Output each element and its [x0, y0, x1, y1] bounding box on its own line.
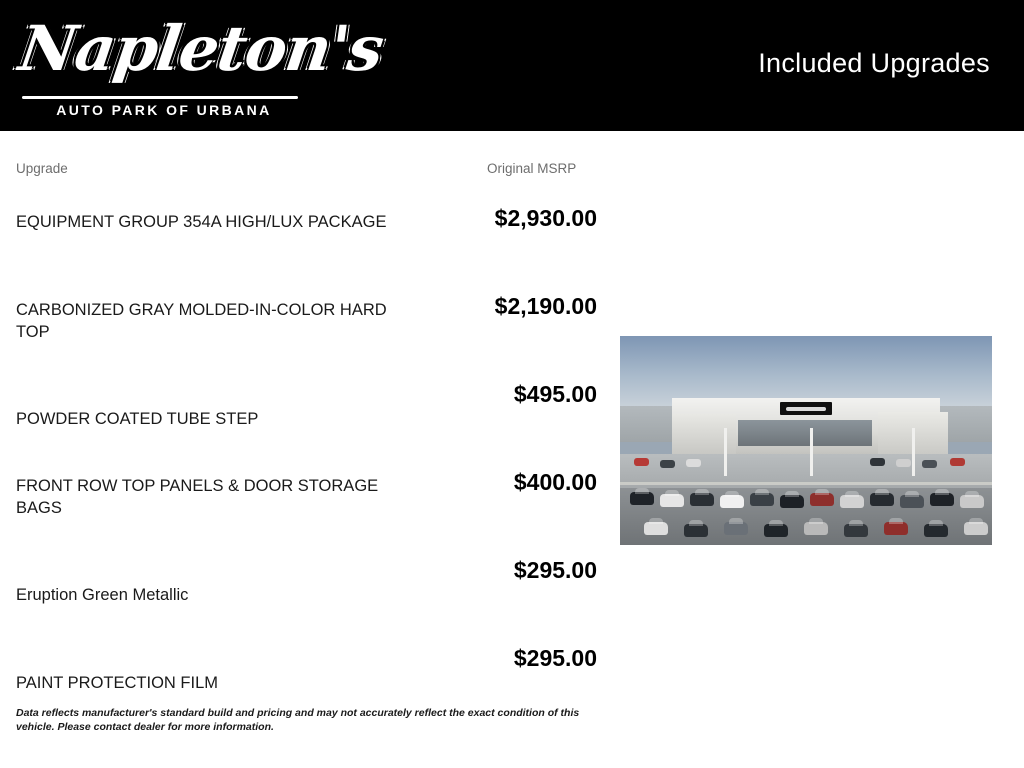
upgrade-price: $2,190.00	[494, 293, 597, 319]
photo-car	[840, 495, 864, 508]
photo-car	[870, 458, 885, 466]
table-row	[0, 543, 620, 631]
photo-car	[804, 522, 828, 535]
page-header	[0, 0, 1024, 131]
upgrade-label: FRONT ROW TOP PANELS & DOOR STORAGE BAGS	[16, 477, 379, 517]
photo-car	[686, 459, 701, 467]
photo-car	[964, 522, 988, 535]
upgrade-label: POWDER COATED TUBE STEP	[16, 410, 259, 428]
upgrades-table	[0, 131, 620, 768]
upgrades-rows	[0, 191, 620, 719]
upgrade-price: $295.00	[513, 645, 597, 671]
disclaimer-text: Data reflects manufacturer's standard build and pricing and may not accurately reflect the exact condition of this vehicle. Please contact dealer for more information.	[16, 707, 580, 733]
page-title: Included Upgrades	[758, 48, 990, 78]
photo-building-glass	[738, 420, 872, 446]
upgrade-price: $495.00	[513, 381, 597, 407]
column-header-upgrade: Upgrade	[16, 161, 68, 176]
table-row	[0, 367, 620, 455]
photo-car	[644, 522, 668, 535]
table-row	[0, 191, 620, 279]
photo-light-pole	[912, 428, 915, 476]
photo-car	[634, 458, 649, 466]
dealer-logo-underline	[22, 96, 298, 99]
upgrade-label: PAINT PROTECTION FILM	[16, 674, 218, 692]
photo-car	[810, 493, 834, 506]
photo-car	[950, 458, 965, 466]
photo-car	[750, 493, 774, 506]
upgrade-price: $400.00	[513, 469, 597, 495]
photo-light-pole	[810, 428, 813, 476]
photo-car	[780, 495, 804, 508]
photo-car	[684, 524, 708, 537]
photo-building-sign	[780, 402, 832, 415]
table-row	[0, 279, 620, 367]
dealer-logo	[14, 10, 388, 122]
dealership-photo	[620, 336, 992, 545]
photo-car	[724, 522, 748, 535]
photo-car	[720, 495, 744, 508]
photo-car	[660, 494, 684, 507]
column-header-msrp: Original MSRP	[487, 161, 577, 176]
photo-lot-lane	[620, 482, 992, 485]
table-row	[0, 455, 620, 543]
upgrade-price: $295.00	[513, 557, 597, 583]
photo-car	[764, 524, 788, 537]
upgrade-price: $2,930.00	[494, 205, 597, 231]
photo-car	[630, 492, 654, 505]
upgrade-label: CARBONIZED GRAY MOLDED-IN-COLOR HARD TOP	[16, 301, 387, 341]
photo-car	[870, 493, 894, 506]
photo-car	[690, 493, 714, 506]
photo-car	[884, 522, 908, 535]
upgrade-label: Eruption Green Metallic	[16, 586, 189, 604]
photo-car	[900, 495, 924, 508]
upgrade-label: EQUIPMENT GROUP 354A HIGH/LUX PACKAGE	[16, 213, 387, 231]
photo-car	[922, 460, 937, 468]
dealer-logo-script: Napleton's	[14, 12, 388, 85]
dealer-logo-subtitle: AUTO PARK OF URBANA	[56, 102, 272, 118]
photo-car	[930, 493, 954, 506]
photo-light-pole	[724, 428, 727, 476]
photo-car	[960, 495, 984, 508]
photo-car	[660, 460, 675, 468]
photo-car	[844, 524, 868, 537]
photo-car	[896, 459, 911, 467]
photo-car	[924, 524, 948, 537]
